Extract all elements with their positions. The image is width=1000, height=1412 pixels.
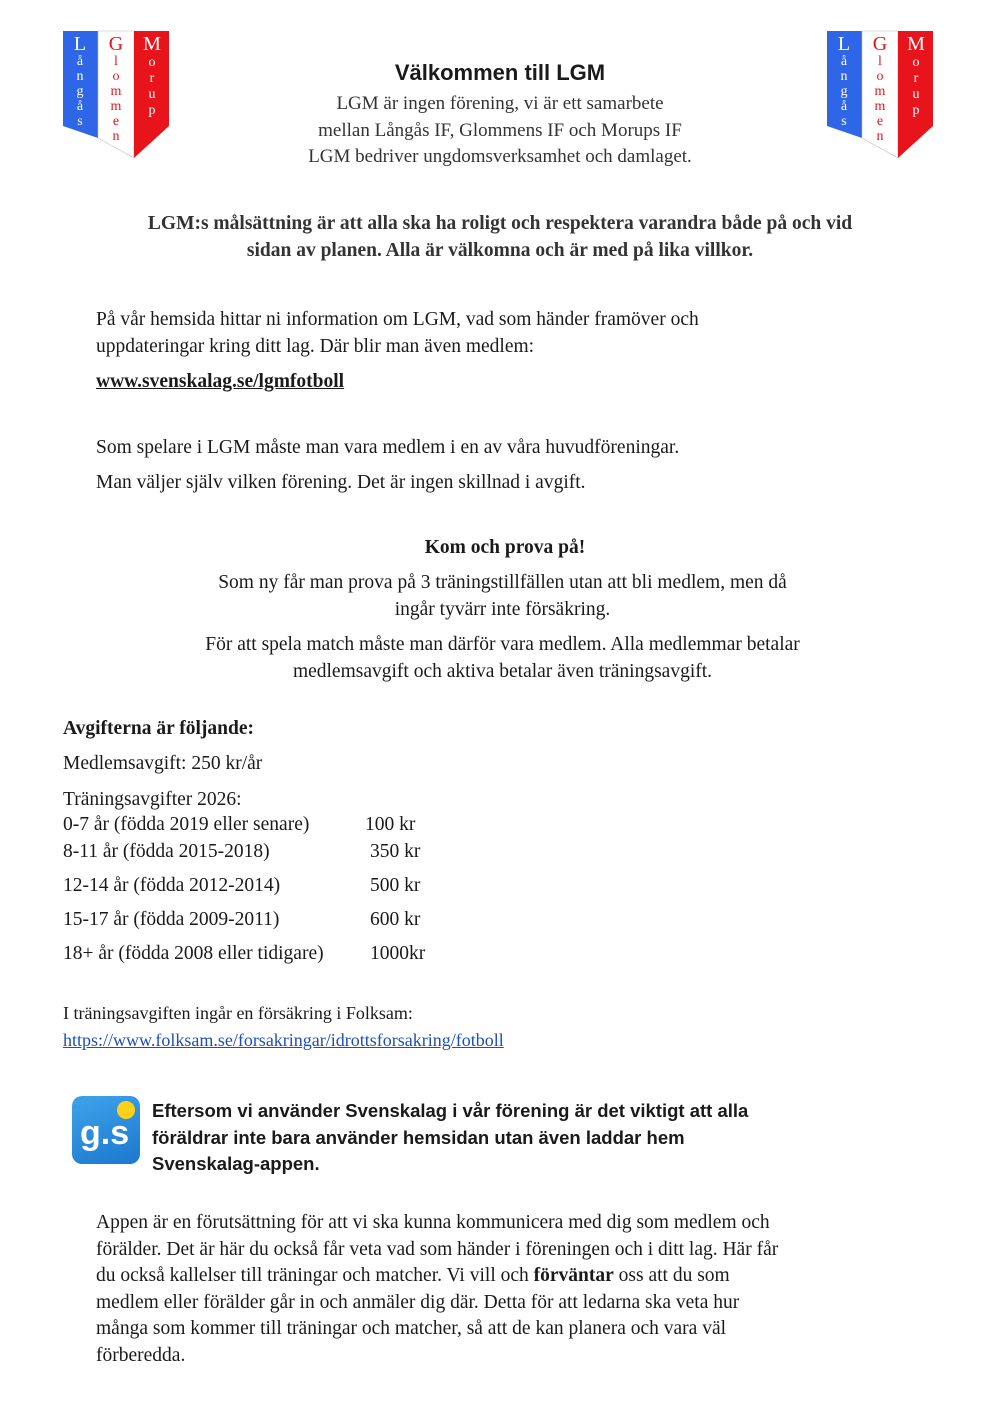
svenskalag-app-icon (72, 1096, 140, 1164)
trial-line: Som ny får man prova på 3 träningstillfällen utan att bli medlem, men då (218, 572, 787, 593)
crest-letter: L (73, 33, 87, 55)
goal-line: sidan av planen. Alla är välkomna och är med på lika villkor. (246, 240, 754, 261)
trial-heading: Kom och prova på! (424, 537, 586, 558)
app-heading-line: Svenskalag-appen. (152, 1153, 320, 1174)
fee-row-amount: 350 kr (370, 841, 421, 862)
page-title: Välkommen till LGM (394, 60, 606, 85)
header-subtitle (0, 91, 1000, 171)
crest-letter: L (837, 33, 851, 55)
app-body-line: förälder. Det är här du också får veta vad som händer i föreningen och i ditt lag. Här får (96, 1238, 779, 1260)
app-body-paragraph (96, 1210, 976, 1369)
insurance-text: I träningsavgiften ingår en försäkring i Folksam: (63, 1003, 413, 1023)
fee-row-amount: 100 kr (365, 814, 416, 835)
crest-letter: å (76, 99, 84, 114)
crest-letter: G (108, 33, 124, 55)
crest-letter: m (110, 84, 122, 99)
crest-letter: å (840, 54, 848, 69)
crest-letter: s (77, 114, 83, 129)
training-fees-heading: Träningsavgifter 2026: (63, 789, 242, 810)
fee-row-amount: 1000kr (370, 943, 426, 964)
crest-letter: å (76, 54, 84, 69)
app-heading (152, 1098, 748, 1178)
crest-letter: g (840, 84, 848, 99)
trial-line: ingår tyvärr inte försäkring. (394, 599, 611, 620)
crest-letter: å (840, 99, 848, 114)
website-paragraph (96, 306, 699, 360)
subtitle-line: LGM bedriver ungdomsverksamhet och damlaget. (308, 146, 692, 167)
membership-choice-text: Man väljer själv vilken förening. Det är ingen skillnad i avgift. (96, 472, 586, 493)
website-line: uppdateringar kring ditt lag. Där blir man även medlem: (96, 336, 535, 357)
app-icon-letters: g.s (80, 1114, 130, 1152)
crest-letter: u (148, 87, 156, 102)
crest-letter: r (149, 71, 155, 86)
fee-row-amount: 500 kr (370, 875, 421, 896)
app-body-text: oss att du som (613, 1265, 730, 1286)
trial-paragraph (0, 569, 1000, 623)
crest-letter: s (841, 114, 847, 129)
fee-row-group: 0-7 år (födda 2019 eller senare) (63, 814, 310, 835)
crest-letter: n (76, 69, 84, 84)
crest-letter: p (148, 103, 156, 118)
app-body-line: Appen är en förutsättning för att vi ska kunna kommunicera med dig som medlem och (96, 1212, 770, 1233)
trial-line: medlemsavgift och aktiva betalar även träningsavgift. (292, 661, 713, 682)
membership-required-text: Som spelare i LGM måste man vara medlem i en av våra huvudföreningar. (96, 437, 680, 458)
goal-statement (0, 210, 1000, 264)
app-body-line: många som kommer till träningar och matcher, så att de kan planera och vara väl (96, 1318, 727, 1339)
crest-letter: r (913, 71, 919, 86)
crest-letter: g (76, 84, 84, 99)
crest-letter: n (876, 129, 884, 144)
subtitle-line: mellan Långås IF, Glommens IF och Morups IF (318, 119, 682, 141)
crest-letter: o (112, 69, 120, 84)
crest-letter: o (912, 55, 920, 70)
fee-row-group: 15-17 år (födda 2009-2011) (63, 909, 280, 930)
app-body-line: medlem eller förälder går in och anmäler dig där. Detta för att ledarna ska veta hur (96, 1291, 740, 1313)
app-heading-line: föräldrar inte bara använder hemsidan utan även laddar hem (152, 1126, 685, 1148)
crest-letter: M (907, 33, 925, 55)
fee-row-group: 8-11 år (födda 2015-2018) (63, 841, 270, 862)
crest-letter: m (874, 84, 886, 99)
crest-letter: e (112, 114, 120, 129)
crest-letter: u (912, 87, 920, 102)
svenskalag-website-link[interactable]: www.svenskalag.se/lgmfotboll (96, 371, 345, 392)
subtitle-line: LGM är ingen förening, vi är ett samarbete (336, 93, 664, 114)
fees-heading: Avgifterna är följande: (63, 718, 254, 739)
crest-letter: l (114, 54, 118, 69)
folksam-insurance-link[interactable]: https://www.folksam.se/forsakringar/idrottsforsakring/fotboll (63, 1030, 504, 1050)
crest-letter: m (110, 99, 122, 114)
website-line: På vår hemsida hittar ni information om LGM, vad som händer framöver och (96, 309, 699, 330)
goal-line: LGM:s målsättning är att alla ska ha roligt och respektera varandra både på och vid (147, 213, 853, 234)
svenskalag-logo-icon (72, 1096, 140, 1164)
fee-row-group: 12-14 år (födda 2012-2014) (63, 875, 281, 896)
app-heading-line: Eftersom vi använder Svenskalag i vår förening är det viktigt att alla (152, 1100, 749, 1121)
crest-letter: o (876, 69, 884, 84)
crest-letter: G (872, 33, 888, 55)
crest-letter: p (912, 103, 920, 118)
app-body-line (96, 1263, 976, 1290)
crest-letter: e (876, 114, 884, 129)
membership-fee: Medlemsavgift: 250 kr/år (63, 753, 263, 774)
crest-letter: o (148, 55, 156, 70)
crest-letter: M (143, 33, 161, 55)
app-body-line: förberedda. (96, 1344, 186, 1366)
crest-letter: m (874, 99, 886, 114)
crest-letter: n (840, 69, 848, 84)
crest-letter: l (878, 54, 882, 69)
trial-line: För att spela match måste man därför vara medlem. Alla medlemmar betalar (205, 634, 800, 655)
fee-row-amount: 600 kr (370, 909, 421, 930)
emphasis-text: förväntar (533, 1265, 614, 1286)
match-paragraph (0, 631, 1000, 685)
fee-row-group: 18+ år (födda 2008 eller tidigare) (63, 943, 324, 964)
app-body-text: du också kallelser till träningar och matcher. Vi vill och (96, 1265, 534, 1286)
crest-letter: n (112, 129, 120, 144)
